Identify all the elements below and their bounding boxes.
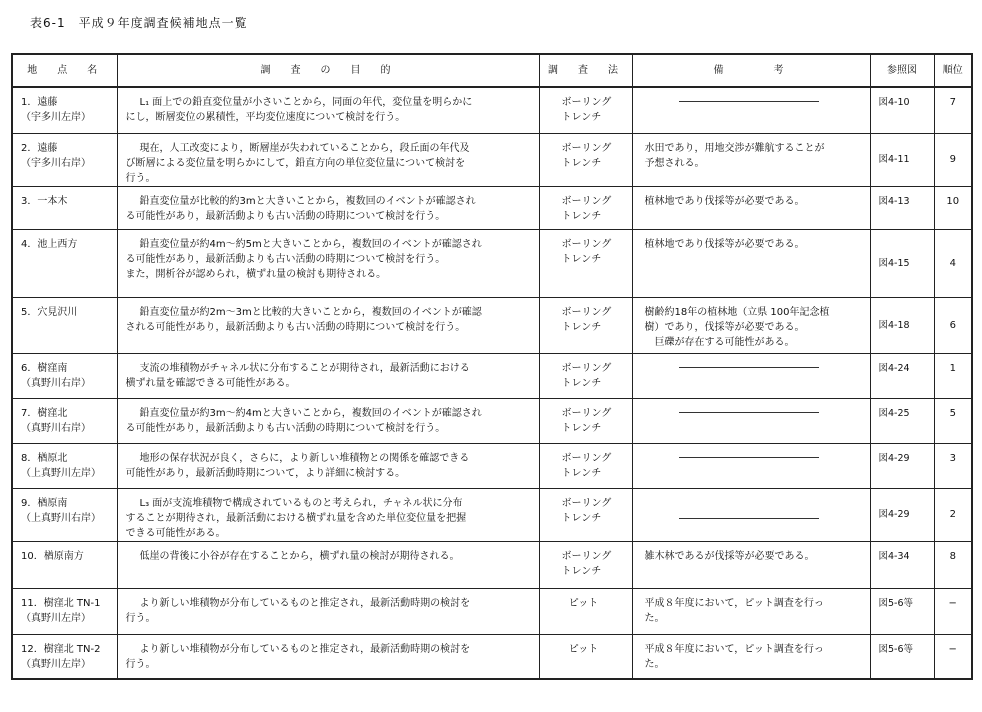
order-cell: 1: [934, 353, 972, 398]
notes-cell: 樹齢約18年の植林地（立県 100年記念植 樹）であり，伐採等が必要である。 巨礫が存在する可能性がある。: [632, 297, 870, 353]
purpose-line: 支流の堆積物がチャネル状に分布することが期待され，最新活動における: [139, 362, 470, 374]
table-caption: 表6-1 平成９年度調査候補地点一覧: [30, 16, 248, 30]
table-row: [12, 488, 972, 541]
notes-cell: 雑木林であるが伐採等が必要である。: [632, 541, 870, 588]
notes-cell: [632, 87, 870, 133]
location-cell: 9．楢原南 （上真野川右岸）: [12, 488, 117, 541]
notes-cell: 植林地であり伐採等が必要である。: [632, 229, 870, 297]
reference-cell: 図4-15: [870, 229, 934, 297]
order-cell: 10: [934, 186, 972, 229]
blank-dash: [679, 412, 819, 413]
table-row: [12, 186, 972, 229]
header-purpose: 調 査 の 目 的: [117, 54, 539, 87]
purpose-line: 行う。: [125, 658, 156, 670]
blank-dash: [679, 101, 819, 102]
reference-cell: 図4-34: [870, 541, 934, 588]
notes-cell: 水田であり，用地交渉が難航することが 予想される。: [632, 133, 870, 186]
purpose-cell: [117, 297, 539, 353]
purpose-line: また，開析谷が認められ，横ずれ量の検討も期待される。: [125, 268, 387, 280]
location-cell: 8．楢原北 （上真野川左岸）: [12, 443, 117, 488]
table-row: [12, 634, 972, 679]
notes-cell: [632, 398, 870, 443]
purpose-line: 鉛直変位量が比較的約3mと大きいことから，複数回のイベントが確認され: [139, 195, 476, 207]
purpose-cell: [117, 87, 539, 133]
table-row: [12, 353, 972, 398]
header-location: 地 点 名: [12, 54, 117, 87]
reference-cell: 図5-6等: [870, 634, 934, 679]
reference-cell: 図4-29: [870, 488, 934, 541]
purpose-cell: [117, 588, 539, 634]
order-cell: 6: [934, 297, 972, 353]
location-cell: 11．樹窪北 TN-1 （真野川左岸）: [12, 588, 117, 634]
purpose-cell: [117, 186, 539, 229]
order-cell: −: [934, 634, 972, 679]
blank-dash: [679, 367, 819, 368]
purpose-line: より新しい堆積物が分布しているものと推定され，最新活動時期の検討を: [139, 643, 471, 655]
purpose-line: 地形の保存状況が良く，さらに，より新しい堆積物との関係を確認できる: [139, 452, 470, 464]
table-row: [12, 133, 972, 186]
order-cell: 3: [934, 443, 972, 488]
method-cell: ボーリング トレンチ: [539, 133, 632, 186]
purpose-line: L₁ 面上での鉛直変位量が小さいことから，同面の年代，変位量を明らかに: [139, 97, 473, 108]
order-cell: 4: [934, 229, 972, 297]
purpose-line: することが期待され，最新活動における横ずれ量を含めた単位変位量を把握: [125, 512, 467, 524]
notes-cell: 植林地であり伐採等が必要である。: [632, 186, 870, 229]
purpose-line: 横ずれ量を確認できる可能性がある。: [125, 377, 296, 389]
table-row: [12, 541, 972, 588]
reference-cell: 図4-11: [870, 133, 934, 186]
location-cell: 2．遠藤 （宇多川右岸）: [12, 133, 117, 186]
purpose-line: にし，断層変位の累積性，平均変位速度について検討を行う。: [125, 112, 406, 123]
purpose-line: 鉛直変位量が約4m〜約5mと大きいことから，複数回のイベントが確認され: [139, 238, 482, 250]
table-row: [12, 398, 972, 443]
purpose-line: る可能性があり，最新活動よりも古い活動の時期について検討を行う。: [125, 422, 446, 434]
table-row: [12, 443, 972, 488]
table-row: [12, 87, 972, 133]
table-row: [12, 297, 972, 353]
purpose-cell: [117, 541, 539, 588]
header-reference: 参照図: [870, 54, 934, 87]
purpose-line: L₃ 面が支流堆積物で構成されているものと考えられ，チャネル状に分布: [139, 497, 463, 509]
table-row: [12, 229, 972, 297]
location-cell: 4．池上西方: [12, 229, 117, 297]
location-cell: 12．樹窪北 TN-2 （真野川左岸）: [12, 634, 117, 679]
purpose-line: 行う。: [125, 612, 156, 624]
purpose-line: 低崖の背後に小谷が存在することから，横ずれ量の検討が期待される。: [139, 550, 460, 562]
location-cell: 10．楢原南方: [12, 541, 117, 588]
purpose-cell: [117, 634, 539, 679]
purpose-line: より新しい堆積物が分布しているものと推定され，最新活動時期の検討を: [139, 597, 471, 609]
purpose-cell: [117, 133, 539, 186]
purpose-cell: [117, 229, 539, 297]
location-cell: 5．穴見沢川: [12, 297, 117, 353]
purpose-line: 鉛直変位量が約3m〜約4mと大きいことから，複数回のイベントが確認され: [139, 407, 482, 419]
purpose-cell: [117, 488, 539, 541]
notes-cell: 平成８年度において，ピット調査を行っ た。: [632, 588, 870, 634]
reference-cell: 図4-24: [870, 353, 934, 398]
method-cell: ボーリング トレンチ: [539, 541, 632, 588]
survey-candidate-table: [11, 53, 973, 680]
method-cell: ボーリング トレンチ: [539, 87, 632, 133]
location-cell: 1．遠藤 （宇多川左岸）: [12, 87, 117, 133]
method-cell: ボーリング トレンチ: [539, 297, 632, 353]
reference-cell: 図5-6等: [870, 588, 934, 634]
order-cell: 2: [934, 488, 972, 541]
blank-dash: [679, 518, 819, 519]
notes-cell: 平成８年度において，ピット調査を行っ た。: [632, 634, 870, 679]
purpose-line: び断層による変位量を明らかにして，鉛直方向の単位変位量について検討を: [125, 157, 466, 169]
header-notes: 備 考: [632, 54, 870, 87]
method-cell: ボーリング トレンチ: [539, 443, 632, 488]
purpose-line: 可能性があり，最新活動時期について，より詳細に検討する。: [125, 467, 406, 479]
notes-cell: [632, 443, 870, 488]
method-cell: ピット: [539, 588, 632, 634]
reference-cell: 図4-13: [870, 186, 934, 229]
purpose-cell: [117, 443, 539, 488]
blank-dash: [679, 457, 819, 458]
method-cell: ピット: [539, 634, 632, 679]
reference-cell: 図4-10: [870, 87, 934, 133]
purpose-line: 現在，人工改変により，断層崖が失われていることから，段丘面の年代及: [139, 142, 470, 154]
purpose-cell: [117, 353, 539, 398]
location-cell: 3．一本木: [12, 186, 117, 229]
purpose-line: 行う。: [125, 172, 156, 184]
notes-cell: [632, 353, 870, 398]
purpose-line: る可能性があり，最新活動よりも古い活動の時期について検討を行う。: [125, 253, 446, 265]
reference-cell: 図4-18: [870, 297, 934, 353]
order-cell: 5: [934, 398, 972, 443]
purpose-cell: [117, 398, 539, 443]
purpose-line: される可能性があり，最新活動よりも古い活動の時期について検討を行う。: [125, 321, 466, 333]
header-order: 順位: [934, 54, 972, 87]
method-cell: ボーリング トレンチ: [539, 398, 632, 443]
order-cell: 8: [934, 541, 972, 588]
method-cell: ボーリング トレンチ: [539, 229, 632, 297]
order-cell: 7: [934, 87, 972, 133]
reference-cell: 図4-29: [870, 443, 934, 488]
location-cell: 6．樹窪南 （真野川右岸）: [12, 353, 117, 398]
purpose-line: る可能性があり，最新活動よりも古い活動の時期について検討を行う。: [125, 210, 446, 222]
method-cell: ボーリング トレンチ: [539, 488, 632, 541]
method-cell: ボーリング トレンチ: [539, 186, 632, 229]
location-cell: 7．樹窪北 （真野川右岸）: [12, 398, 117, 443]
notes-cell: [632, 488, 870, 541]
purpose-line: 鉛直変位量が約2m〜3mと比較的大きいことから，複数回のイベントが確認: [139, 306, 482, 318]
purpose-line: できる可能性がある。: [125, 527, 226, 539]
order-cell: 9: [934, 133, 972, 186]
header-row: [12, 54, 972, 87]
table-row: [12, 588, 972, 634]
method-cell: ボーリング トレンチ: [539, 353, 632, 398]
reference-cell: 図4-25: [870, 398, 934, 443]
header-method: 調 査 法: [539, 54, 632, 87]
order-cell: −: [934, 588, 972, 634]
